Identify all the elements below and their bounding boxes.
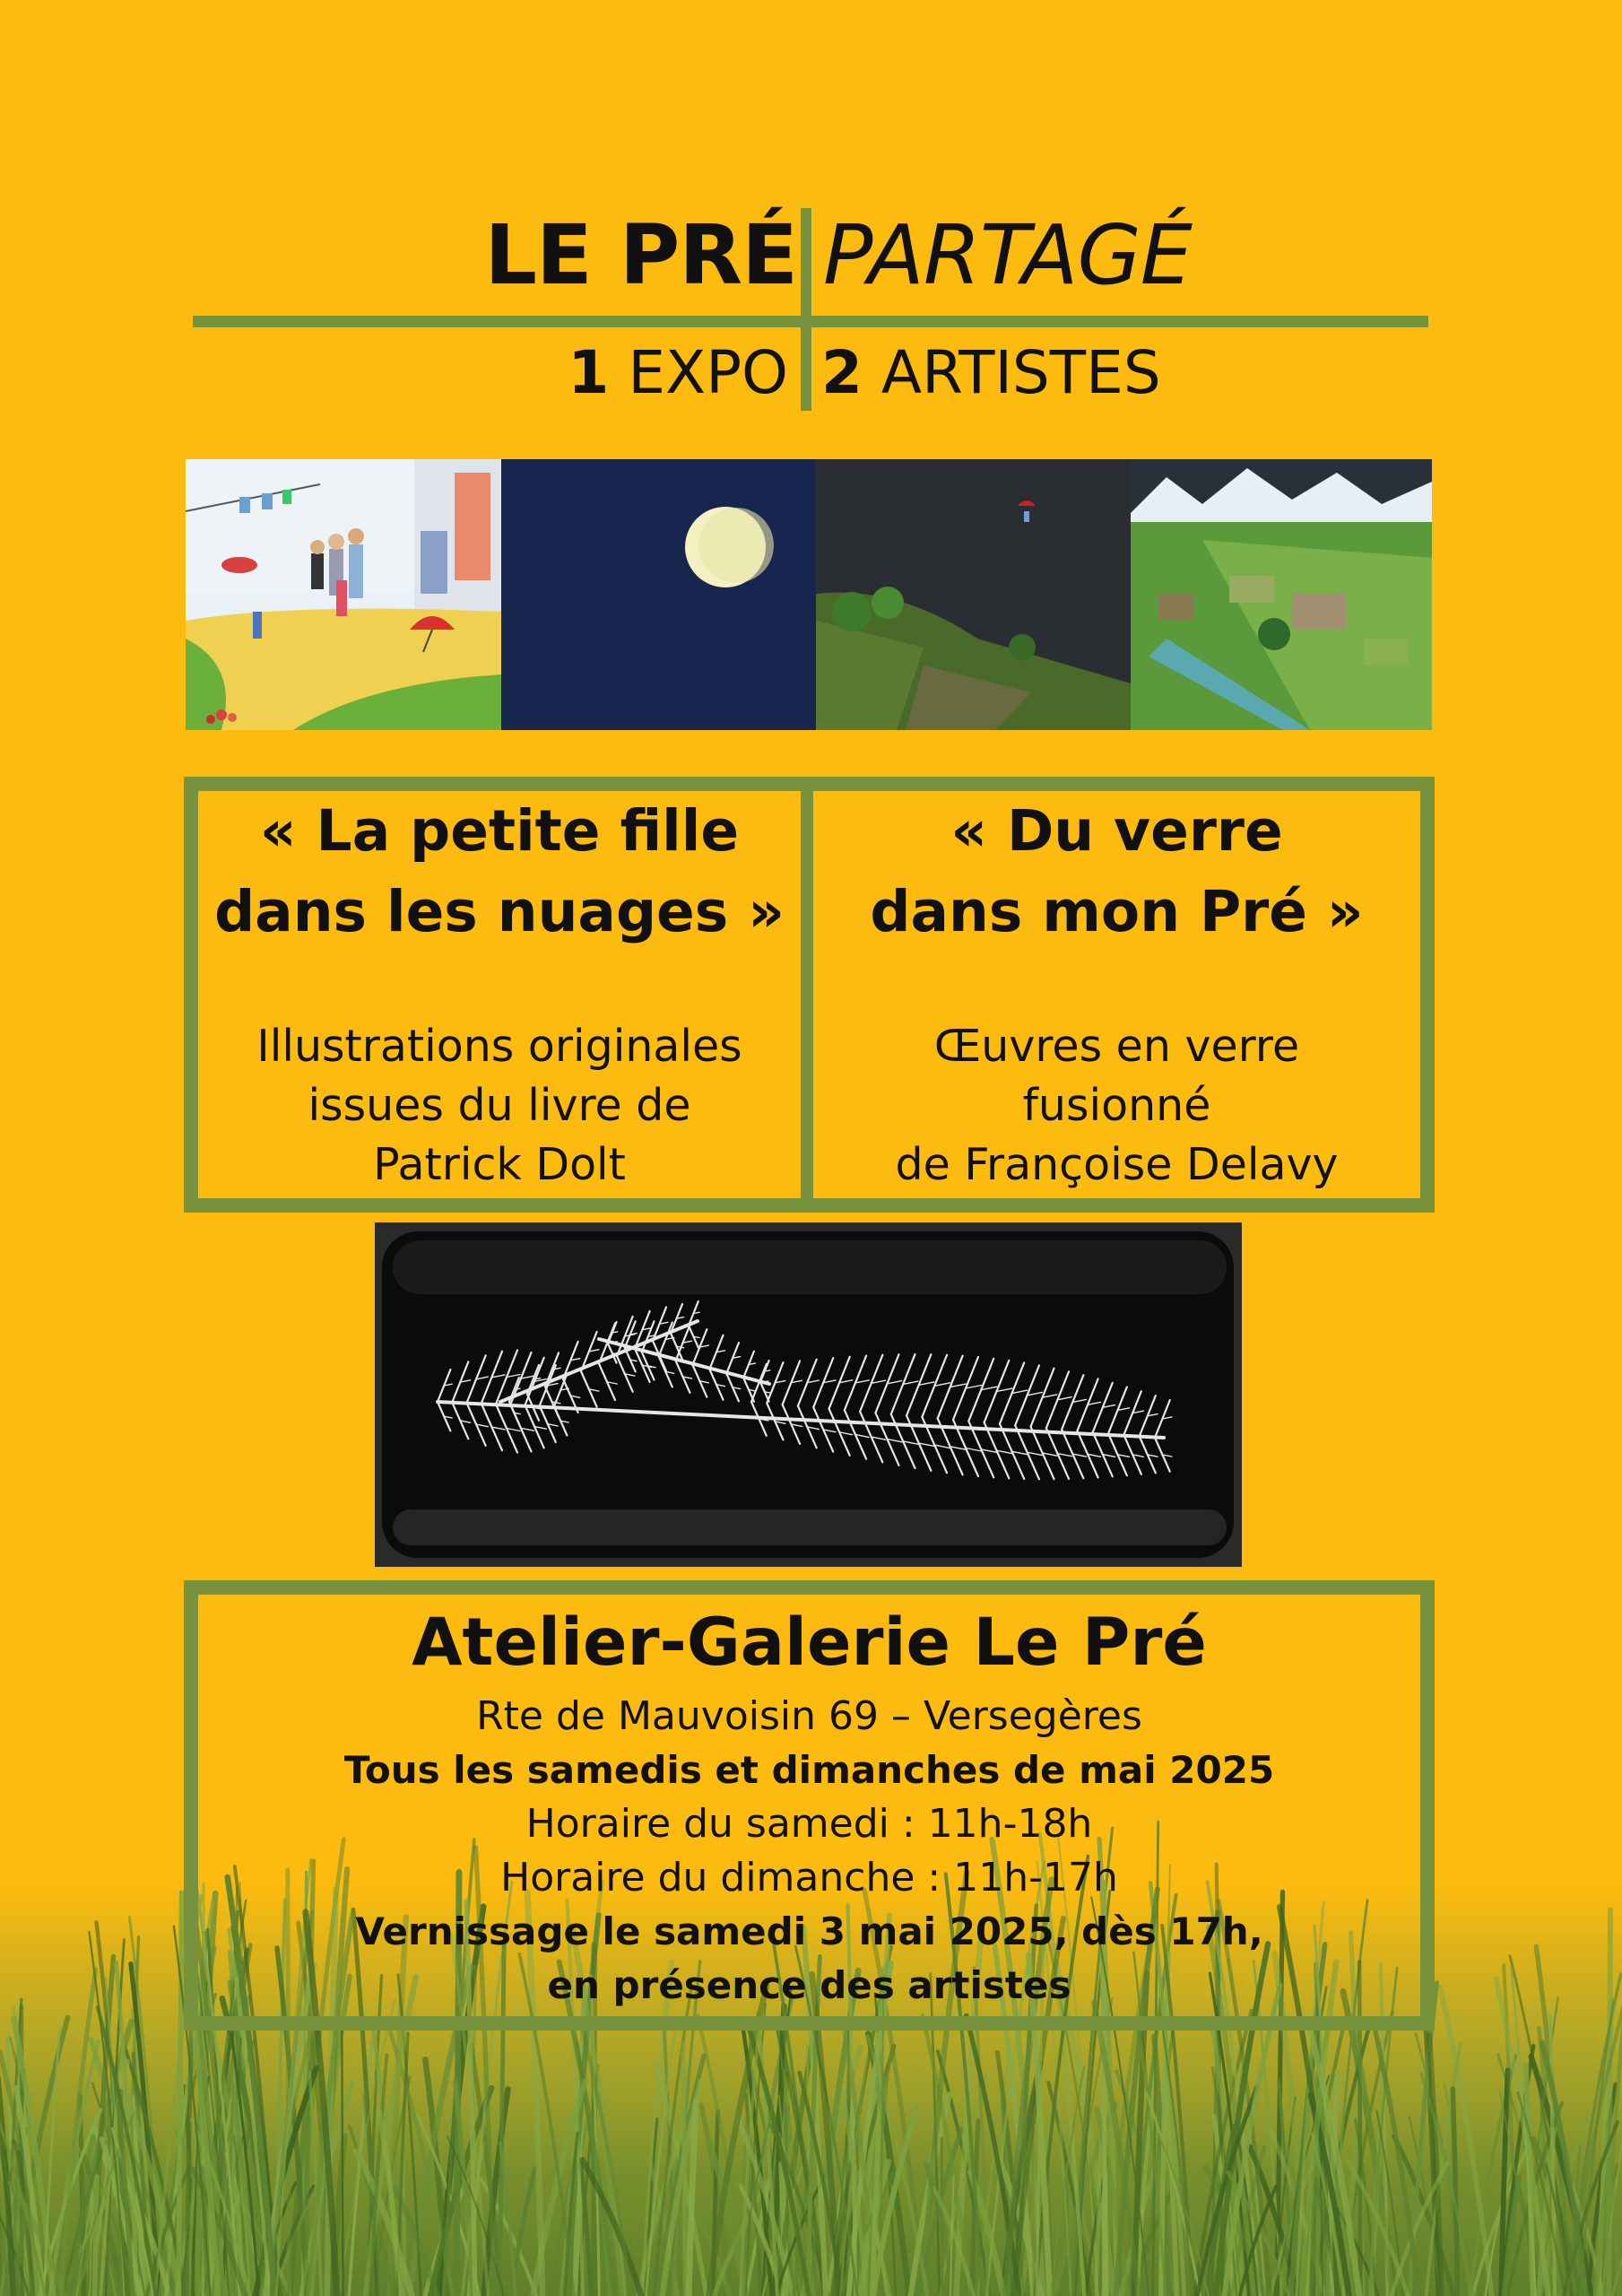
subtitle-two-artists: 2 ARTISTES <box>821 338 1161 407</box>
painting-moon <box>501 459 816 730</box>
venue-dates: Tous les samedis et dimanches de mai 2025 <box>343 1748 1275 1792</box>
glass-fern-artwork <box>375 1222 1242 1567</box>
exhibits-divider <box>801 777 813 1213</box>
exhibit-left <box>198 791 801 1198</box>
title-partage: PARTAGÉ <box>823 207 1192 303</box>
exhibit-right-title: « Du verre dans mon Pré » <box>870 798 1364 944</box>
venue-name: Atelier-Galerie Le Pré <box>412 1605 1207 1681</box>
exhibit-right <box>813 791 1420 1198</box>
exhibit-right-description: Œuvres en verre fusionné de Françoise Delavy <box>895 1021 1339 1190</box>
venue-hours-saturday: Horaire du samedi : 11h-18h <box>525 1801 1093 1847</box>
venue-address: Rte de Mauvoisin 69 – Versegères <box>476 1693 1142 1739</box>
vernissage-line-2: en présence des artistes <box>547 1963 1071 2007</box>
exhibit-left-description: Illustrations originales issues du livre de Patrick Dolt <box>256 1021 742 1190</box>
painting-night-landscape <box>816 459 1131 730</box>
subtitle-one-expo: 1 EXPO <box>568 338 788 407</box>
vernissage-line-1: Vernissage le samedi 3 mai 2025, dès 17h, <box>355 1909 1263 1953</box>
exhibit-left-title: « La petite fille dans les nuages » <box>214 798 785 944</box>
venue-hours-sunday: Horaire du dimanche : 11h-17h <box>500 1855 1118 1900</box>
painting-family-scene <box>186 459 501 730</box>
title-le-pre: LE PRÉ <box>484 207 797 303</box>
painting-alpine-valley <box>1131 459 1432 730</box>
title-vertical-rule <box>801 208 811 411</box>
